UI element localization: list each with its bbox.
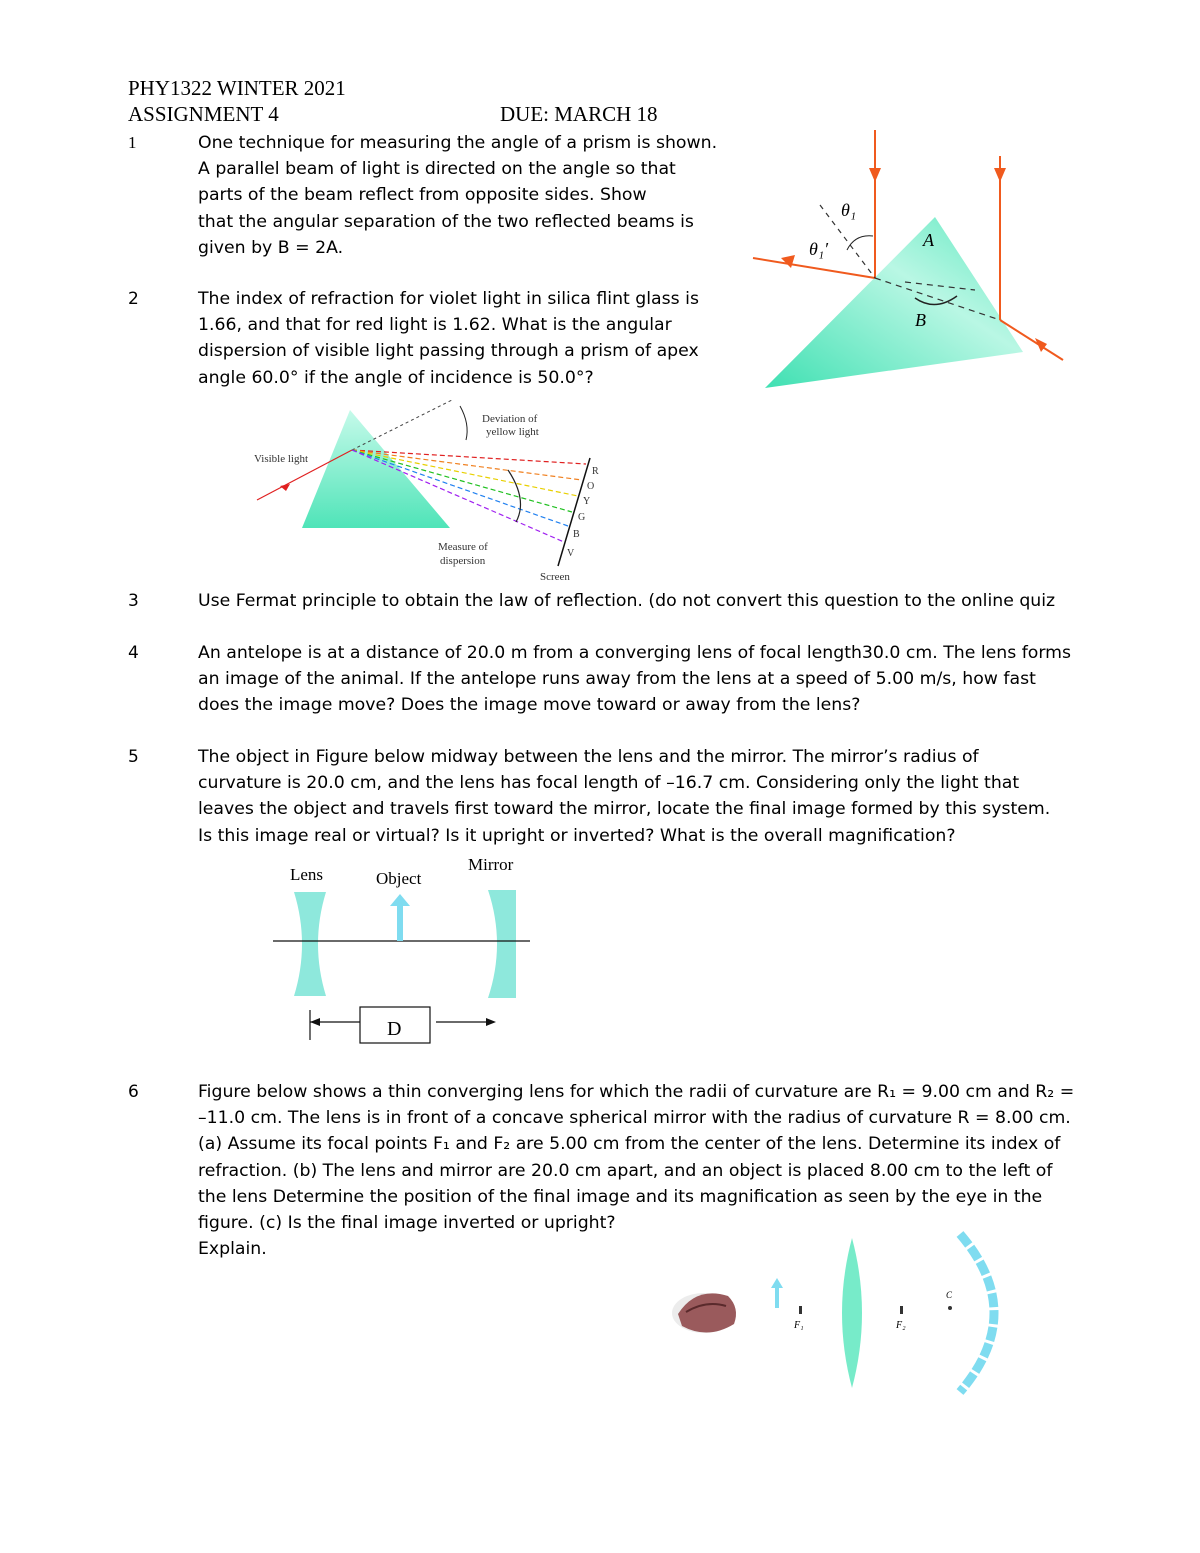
angle-a-label: A: [923, 230, 934, 250]
prism-reflection-figure: [745, 130, 1075, 395]
dispersion-figure: [252, 400, 612, 585]
question-5-text: [198, 744, 1050, 849]
color-label-r: R: [592, 466, 599, 477]
measure-label-line2: dispersion: [440, 555, 486, 567]
q6-line: the lens Determine the position of the final image and its magnification as seen by the eye in the: [198, 1186, 1043, 1207]
deviation-label-line2: yellow light: [486, 426, 539, 438]
object-arrow: [397, 906, 403, 941]
angle-arc-theta: [847, 236, 873, 250]
screen-label: Screen: [540, 571, 570, 583]
q1-line: that the angular separation of the two reflected beams is: [198, 211, 694, 232]
arrow-head: [994, 168, 1006, 182]
arrow-head: [781, 255, 795, 268]
arrow-head: [771, 1278, 783, 1288]
q3-line: Use Fermat principle to obtain the law of reflection. (do not convert this question to the online quiz: [198, 591, 1056, 611]
question-number: 6: [128, 1082, 139, 1102]
diverging-lens: [294, 892, 326, 996]
f2-label: F₂: [896, 1320, 906, 1331]
focal-point-f1: [799, 1306, 802, 1314]
question-4-text: [198, 640, 1071, 719]
concave-mirror: [960, 1234, 994, 1392]
q6-line: –11.0 cm. The lens is in front of a concave spherical mirror with the radius of curvature R = 8.00 cm.: [198, 1108, 1071, 1129]
concave-mirror: [488, 890, 516, 998]
due-date: DUE: MARCH 18: [500, 102, 658, 126]
q5-line: curvature is 20.0 cm, and the lens has focal length of –16.7 cm. Considering only the light that: [198, 773, 1020, 794]
q1-line: given by B = 2A.: [198, 237, 344, 258]
q4-line: does the image move? Does the image move toward or away from the lens?: [198, 695, 861, 716]
mirror-label: Mirror: [468, 855, 514, 874]
q2-line: angle 60.0° if the angle of incidence is 50.0°?: [198, 367, 594, 388]
object-label: Object: [376, 869, 422, 888]
converging-lens: [842, 1238, 862, 1388]
deviation-label-line1: Deviation of: [482, 413, 538, 425]
theta1-prime-label: θ₁′: [809, 239, 829, 259]
object-arrow: [775, 1286, 779, 1308]
lens-eye-mirror-figure: [668, 1228, 1013, 1398]
q2-line: dispersion of visible light passing through a prism of apex: [198, 341, 699, 362]
q1-line: One technique for measuring the angle of a prism is shown.: [198, 133, 718, 153]
q1-line: parts of the beam reflect from opposite sides. Show: [198, 185, 647, 206]
q6-line: Figure below shows a thin converging lens for which the radii of curvature are R₁ = 9.00 cm and R₂ =: [198, 1082, 1075, 1102]
angle-b-label: B: [915, 310, 926, 330]
color-label-v: V: [567, 548, 575, 559]
color-label-g: G: [578, 512, 586, 523]
prism-shape: [302, 410, 450, 528]
question-number: 5: [128, 747, 139, 767]
c-label: C: [946, 1290, 953, 1300]
arrow-head: [390, 894, 410, 906]
measure-label-line1: Measure of: [438, 541, 488, 553]
reflected-beam-left: [753, 258, 875, 278]
visible-light-label: Visible light: [254, 453, 309, 465]
arrow-head: [1035, 338, 1047, 352]
theta1-label: θ₁: [841, 200, 857, 220]
q1-line: A parallel beam of light is directed on the angle so that: [198, 159, 676, 180]
q6-line: figure. (c) Is the final image inverted or upright?: [198, 1213, 616, 1234]
question-1-text: [198, 130, 717, 261]
question-number: 3: [128, 591, 139, 611]
arrow-head: [486, 1018, 496, 1026]
f1-label: F₁: [794, 1320, 804, 1331]
lens-label: Lens: [290, 865, 324, 884]
question-3-text: [198, 588, 1055, 614]
q5-line: Is this image real or virtual? Is it upright or inverted? What is the overall magnification?: [198, 825, 956, 846]
distance-label: D: [387, 1018, 402, 1040]
prism-shape: [765, 217, 1023, 388]
question-number: 1: [128, 133, 137, 152]
focal-point-f2: [900, 1306, 903, 1314]
color-label-y: Y: [583, 496, 591, 507]
deviation-arc: [460, 406, 467, 440]
lens-mirror-figure: [268, 850, 538, 1045]
q2-line: The index of refraction for violet light in silica flint glass is: [198, 289, 699, 309]
question-2-text: [198, 286, 699, 391]
q5-line: leaves the object and travels first toward the mirror, locate the final image formed by this system.: [198, 799, 1051, 820]
q6-line: Explain.: [198, 1239, 267, 1260]
color-label-o: O: [587, 481, 595, 492]
question-number: 4: [128, 643, 139, 663]
arrow-head: [310, 1018, 320, 1026]
arrow-head: [869, 168, 881, 182]
question-number: 2: [128, 289, 139, 309]
q6-line: (a) Assume its focal points F₁ and F₂ are 5.00 cm from the center of the lens. Determine its index of: [198, 1134, 1061, 1155]
assignment-title: ASSIGNMENT 4: [128, 102, 279, 126]
center-point: [948, 1306, 952, 1310]
course-title: PHY1322 WINTER 2021: [128, 76, 346, 100]
q4-line: An antelope is at a distance of 20.0 m from a converging lens of focal length30.0 cm. The lens forms: [198, 643, 1072, 663]
q6-line: refraction. (b) The lens and mirror are 20.0 cm apart, and an object is placed 8.00 cm to the left of: [198, 1160, 1053, 1181]
q5-line: The object in Figure below midway between the lens and the mirror. The mirror’s radius of: [198, 747, 979, 767]
q2-line: 1.66, and that for red light is 1.62. What is the angular: [198, 315, 672, 336]
q4-line: an image of the animal. If the antelope runs away from the lens at a speed of 5.00 m/s, how fast: [198, 669, 1036, 690]
color-label-b: B: [573, 529, 580, 540]
